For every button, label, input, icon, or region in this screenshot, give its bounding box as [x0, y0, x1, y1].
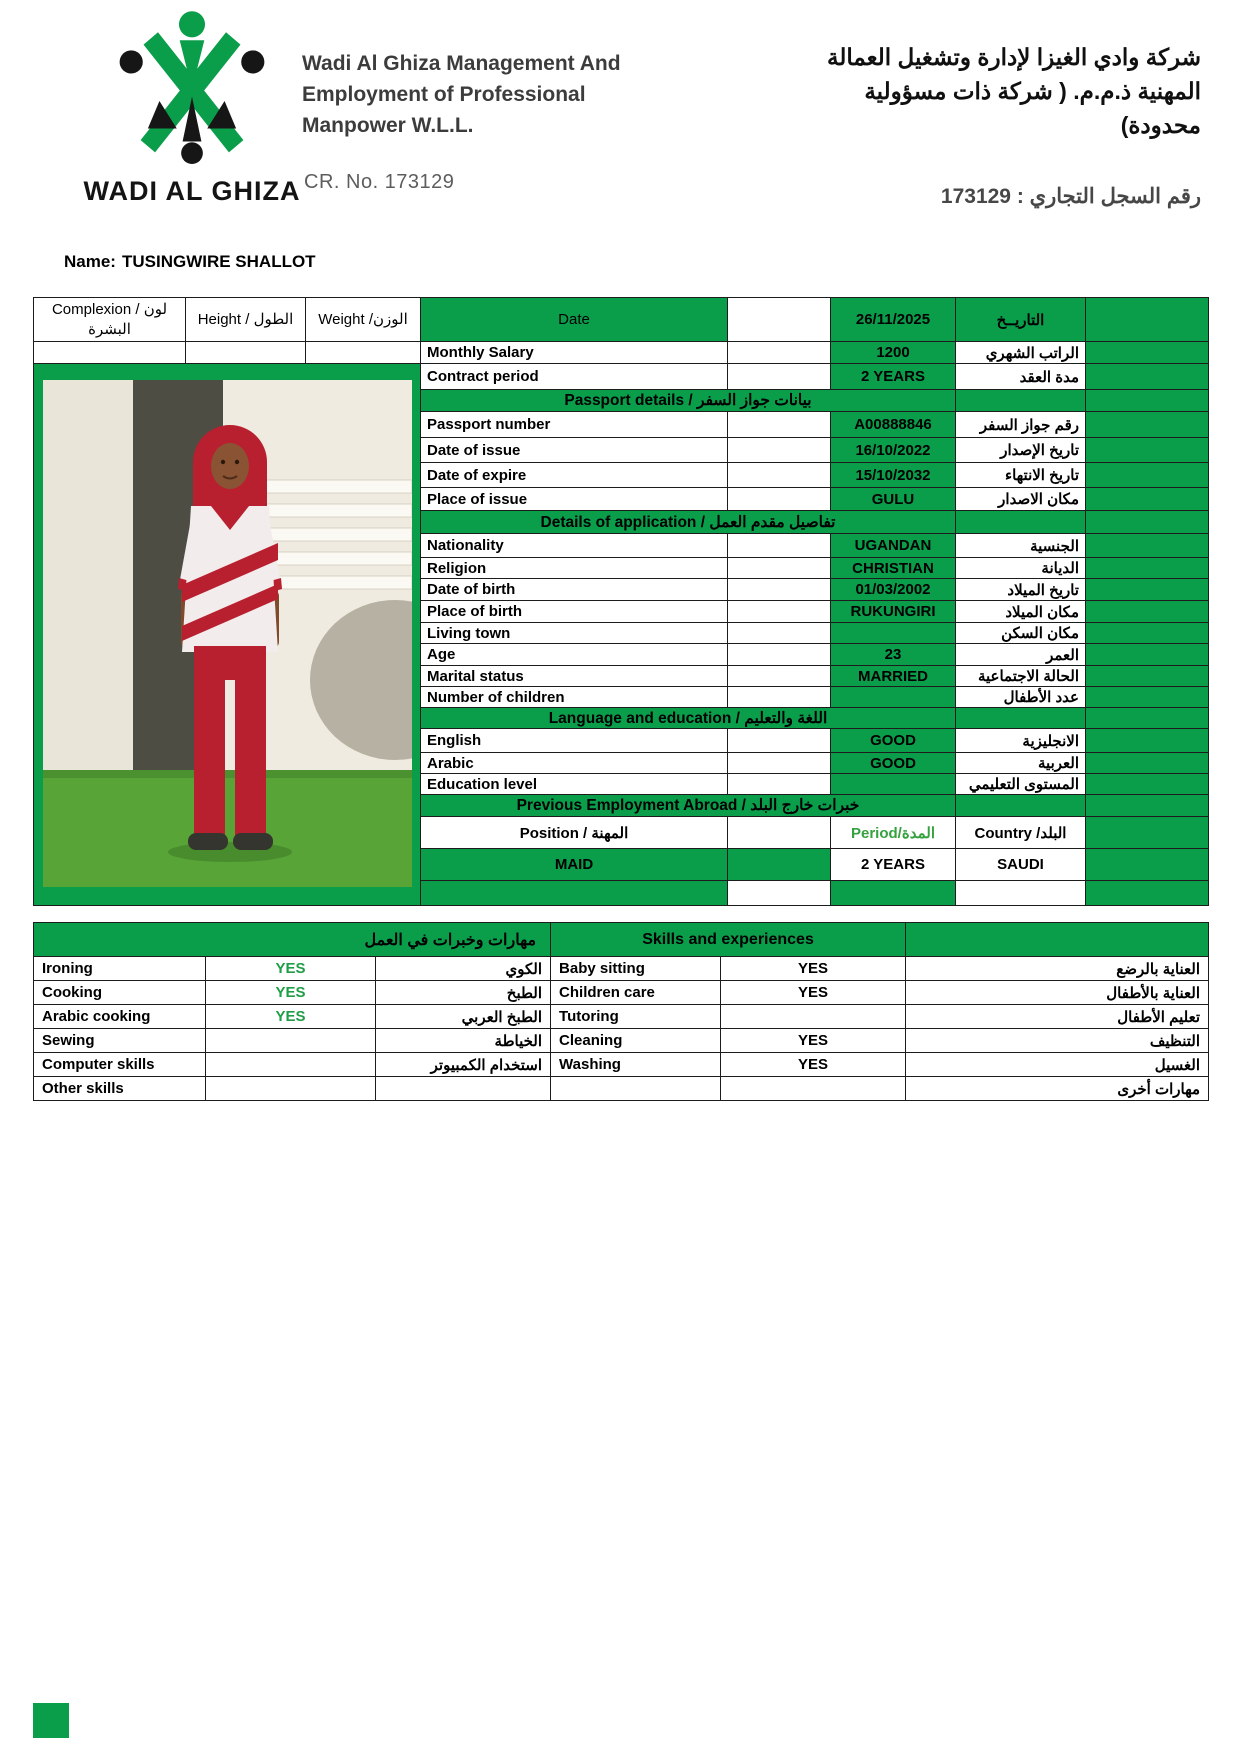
field-label-ar: العربية	[956, 753, 1086, 774]
skill-value	[721, 1077, 906, 1101]
company-name-ar-line: محدودة)	[1120, 112, 1201, 138]
empty-cell	[728, 729, 831, 753]
company-name-line: Manpower W.L.L.	[302, 114, 474, 137]
empty-cell	[1086, 364, 1209, 390]
company-name-line: Wadi Al Ghiza Management And	[302, 52, 621, 75]
skill-name: Sewing	[34, 1029, 206, 1053]
skill-value	[206, 1053, 376, 1077]
skill-value: YES	[721, 981, 906, 1005]
height-value	[186, 342, 306, 364]
empty-cell	[728, 534, 831, 558]
field-label: Contract period	[421, 364, 728, 390]
brand-block	[72, 8, 312, 207]
empty-cell	[1086, 463, 1209, 488]
candidate-details-table	[33, 297, 1209, 906]
company-name-ar	[827, 40, 1201, 142]
skill-name: Other skills	[34, 1077, 206, 1101]
field-label-ar: الحالة الاجتماعية	[956, 666, 1086, 687]
empty-cell	[1086, 623, 1209, 644]
section-header-application: Details of application / تفاصيل مقدم العمل	[421, 511, 956, 534]
empty-cell	[1086, 488, 1209, 511]
empty-cell	[728, 881, 831, 906]
skill-value: YES	[206, 957, 376, 981]
skill-name-ar: التنظيف	[906, 1029, 1209, 1053]
skill-name: Children care	[551, 981, 721, 1005]
field-label-ar: الراتب الشهري	[956, 342, 1086, 364]
empty-cell	[728, 438, 831, 463]
field-label: Education level	[421, 774, 728, 795]
skill-value: YES	[721, 1053, 906, 1077]
empty-cell	[1086, 774, 1209, 795]
field-label-ar: الانجليزية	[956, 729, 1086, 753]
empty-cell	[831, 881, 956, 906]
empty-cell	[728, 488, 831, 511]
employment-col-country: Country /البلد	[956, 817, 1086, 849]
empty-cell	[1086, 534, 1209, 558]
empty-cell	[728, 579, 831, 601]
empty-cell	[728, 666, 831, 687]
table-row	[34, 364, 1209, 390]
empty-cell	[956, 881, 1086, 906]
section-header-employment: Previous Employment Abroad / خبرات خارج البلد	[421, 795, 956, 817]
table-row	[34, 298, 1209, 342]
field-label: Monthly Salary	[421, 342, 728, 364]
field-label: Nationality	[421, 534, 728, 558]
field-value	[831, 774, 956, 795]
table-row	[34, 342, 1209, 364]
empty-cell	[728, 298, 831, 342]
skill-value: YES	[206, 1005, 376, 1029]
empty-cell	[1086, 666, 1209, 687]
skill-name: Ironing	[34, 957, 206, 981]
empty-cell	[1086, 511, 1209, 534]
complexion-value	[34, 342, 186, 364]
skill-name-ar: تعليم الأطفال	[906, 1005, 1209, 1029]
empty-cell	[956, 795, 1086, 817]
table-row	[34, 957, 1209, 981]
field-label-ar: تاريخ الميلاد	[956, 579, 1086, 601]
candidate-name-row	[64, 252, 316, 272]
skill-value	[721, 1005, 906, 1029]
field-label: Living town	[421, 623, 728, 644]
empty-cell	[1086, 881, 1209, 906]
field-value: 2 YEARS	[831, 364, 956, 390]
empty-cell	[728, 601, 831, 623]
employment-col-position: Position / المهنة	[421, 817, 728, 849]
employment-col-period: Period/المدة	[831, 817, 956, 849]
table-row	[34, 1053, 1209, 1077]
cr-number: CR. No. 173129	[304, 171, 455, 193]
field-label: Place of birth	[421, 601, 728, 623]
table-row	[34, 1077, 1209, 1101]
field-label: Arabic	[421, 753, 728, 774]
field-label-ar: تاريخ الإصدار	[956, 438, 1086, 463]
field-label: Place of issue	[421, 488, 728, 511]
skill-name-ar: استخدام الكمبيوتر	[376, 1053, 551, 1077]
skill-name: Arabic cooking	[34, 1005, 206, 1029]
empty-cell	[728, 687, 831, 708]
height-header: Height / الطول	[186, 298, 306, 342]
company-logo-icon	[116, 8, 268, 168]
field-value: A00888846	[831, 412, 956, 438]
empty-cell	[728, 817, 831, 849]
skills-header-ar: مهارات وخبرات في العمل	[34, 923, 551, 957]
empty-cell	[1086, 558, 1209, 579]
name-label: Name:	[64, 252, 116, 271]
field-label: Date of expire	[421, 463, 728, 488]
field-value	[831, 623, 956, 644]
brand-name: WADI AL GHIZA	[83, 176, 301, 206]
field-value: 1200	[831, 342, 956, 364]
empty-cell	[421, 881, 728, 906]
field-label: Date of birth	[421, 579, 728, 601]
empty-cell	[728, 623, 831, 644]
empty-cell	[906, 923, 1209, 957]
weight-value	[306, 342, 421, 364]
empty-cell	[956, 390, 1086, 412]
skill-value: YES	[206, 981, 376, 1005]
field-label-ar: رقم جواز السفر	[956, 412, 1086, 438]
empty-cell	[728, 364, 831, 390]
field-label-ar: تاريخ الانتهاء	[956, 463, 1086, 488]
skill-name: Cooking	[34, 981, 206, 1005]
skill-value: YES	[721, 1029, 906, 1053]
date-header-ar: التاريــخ	[956, 298, 1086, 342]
field-value: UGANDAN	[831, 534, 956, 558]
table-row	[34, 1029, 1209, 1053]
employment-period: 2 YEARS	[831, 849, 956, 881]
field-label: Date of issue	[421, 438, 728, 463]
field-label: Age	[421, 644, 728, 666]
empty-cell	[728, 849, 831, 881]
skill-value: YES	[721, 957, 906, 981]
skill-name	[551, 1077, 721, 1101]
field-value: 01/03/2002	[831, 579, 956, 601]
empty-cell	[1086, 817, 1209, 849]
empty-cell	[956, 708, 1086, 729]
skill-name-ar	[376, 1077, 551, 1101]
field-value: 16/10/2022	[831, 438, 956, 463]
skill-name-ar: الخياطة	[376, 1029, 551, 1053]
empty-cell	[728, 463, 831, 488]
skill-name-ar: الطبخ العربي	[376, 1005, 551, 1029]
skill-name: Washing	[551, 1053, 721, 1077]
candidate-photo-frame	[43, 380, 412, 887]
complexion-header: Complexion / لون البشرة	[34, 298, 186, 342]
empty-cell	[1086, 579, 1209, 601]
employment-position: MAID	[421, 849, 728, 881]
empty-cell	[1086, 390, 1209, 412]
company-name-ar-line: المهنية ذ.م.م. ( شركة ذات مسؤولية	[864, 78, 1201, 104]
empty-cell	[728, 412, 831, 438]
field-label-ar: الديانة	[956, 558, 1086, 579]
table-row	[34, 1005, 1209, 1029]
empty-cell	[1086, 795, 1209, 817]
field-value: MARRIED	[831, 666, 956, 687]
field-label-ar: عدد الأطفال	[956, 687, 1086, 708]
field-label-ar: مكان الاصدار	[956, 488, 1086, 511]
field-label-ar: مكان الميلاد	[956, 601, 1086, 623]
field-value: GOOD	[831, 729, 956, 753]
company-name-ar-line: شركة وادي الغيزا لإدارة وتشغيل العمالة	[827, 44, 1201, 70]
field-label-ar: المستوى التعليمي	[956, 774, 1086, 795]
field-label-ar: مدة العقد	[956, 364, 1086, 390]
empty-cell	[728, 753, 831, 774]
empty-cell	[728, 558, 831, 579]
skill-name: Computer skills	[34, 1053, 206, 1077]
field-value	[831, 687, 956, 708]
skill-name: Baby sitting	[551, 957, 721, 981]
empty-cell	[1086, 412, 1209, 438]
date-header: Date	[421, 298, 728, 342]
field-value: RUKUNGIRI	[831, 601, 956, 623]
name-value: TUSINGWIRE SHALLOT	[121, 252, 316, 271]
skill-value	[206, 1077, 376, 1101]
field-label: English	[421, 729, 728, 753]
empty-cell	[1086, 298, 1209, 342]
empty-cell	[1086, 708, 1209, 729]
field-value: CHRISTIAN	[831, 558, 956, 579]
field-label-ar: مكان السكن	[956, 623, 1086, 644]
skill-name-ar: مهارات أخرى	[906, 1077, 1209, 1101]
skill-name-ar: العناية بالرضع	[906, 957, 1209, 981]
date-value: 26/11/2025	[831, 298, 956, 342]
field-value: GULU	[831, 488, 956, 511]
skill-value	[206, 1029, 376, 1053]
empty-cell	[1086, 849, 1209, 881]
empty-cell	[728, 774, 831, 795]
field-value: 15/10/2032	[831, 463, 956, 488]
skill-name: Cleaning	[551, 1029, 721, 1053]
empty-cell	[1086, 342, 1209, 364]
skills-header-en: Skills and experiences	[551, 923, 906, 957]
company-name-en	[302, 48, 621, 141]
skill-name-ar: الكوي	[376, 957, 551, 981]
empty-cell	[728, 644, 831, 666]
empty-cell	[1086, 753, 1209, 774]
employment-country: SAUDI	[956, 849, 1086, 881]
field-value: GOOD	[831, 753, 956, 774]
section-header-language: Language and education / اللغة والتعليم	[421, 708, 956, 729]
field-label-ar: العمر	[956, 644, 1086, 666]
empty-cell	[728, 342, 831, 364]
field-label: Number of children	[421, 687, 728, 708]
empty-cell	[956, 511, 1086, 534]
table-row	[34, 981, 1209, 1005]
field-label-ar: الجنسية	[956, 534, 1086, 558]
photo-cell	[34, 364, 421, 906]
empty-cell	[1086, 729, 1209, 753]
empty-cell	[1086, 438, 1209, 463]
field-label: Marital status	[421, 666, 728, 687]
empty-cell	[1086, 644, 1209, 666]
field-value: 23	[831, 644, 956, 666]
skill-name: Tutoring	[551, 1005, 721, 1029]
skill-name-ar: الطبخ	[376, 981, 551, 1005]
cr-number-ar: رقم السجل التجاري : 173129	[940, 185, 1201, 208]
candidate-photo	[43, 380, 412, 887]
section-header-passport: Passport details / بيانات جواز السفر	[421, 390, 956, 412]
empty-cell	[1086, 687, 1209, 708]
empty-cell	[1086, 601, 1209, 623]
page-corner-mark	[33, 1703, 69, 1738]
skill-name-ar: العناية بالأطفال	[906, 981, 1209, 1005]
weight-header: Weight /الوزن	[306, 298, 421, 342]
table-row	[34, 923, 1209, 957]
skills-table	[33, 922, 1209, 1101]
field-label: Passport number	[421, 412, 728, 438]
company-name-line: Employment of Professional	[302, 83, 586, 106]
field-label: Religion	[421, 558, 728, 579]
skill-name-ar: الغسيل	[906, 1053, 1209, 1077]
